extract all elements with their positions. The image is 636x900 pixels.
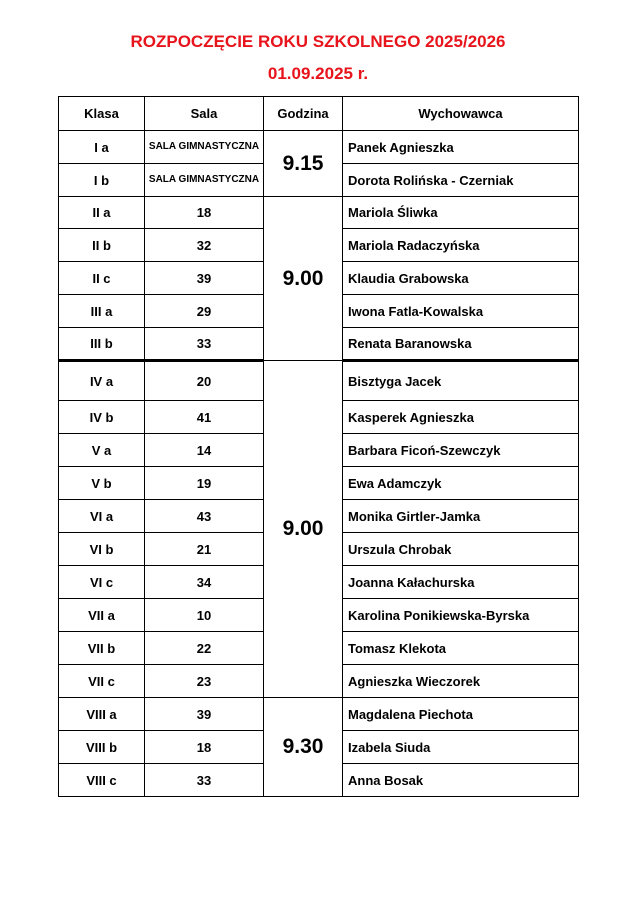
sala-cell: 29 [145,295,264,328]
klasa-cell: VIII c [59,764,145,797]
klasa-cell: II a [59,197,145,229]
wychowawca-cell: Kasperek Agnieszka [343,401,579,434]
table-row [59,197,579,229]
klasa-cell: IV b [59,401,145,434]
sala-cell: 19 [145,467,264,500]
klasa-cell: VIII b [59,731,145,764]
klasa-cell: I a [59,131,145,164]
klasa-cell: VI a [59,500,145,533]
sala-cell: 33 [145,764,264,797]
klasa-cell: VIII a [59,698,145,731]
klasa-cell: V b [59,467,145,500]
wychowawca-cell: Izabela Siuda [343,731,579,764]
klasa-cell: IV a [59,361,145,401]
schedule-table [58,96,579,797]
klasa-cell: VI c [59,566,145,599]
wychowawca-cell: Renata Baranowska [343,328,579,361]
sala-cell: 22 [145,632,264,665]
wychowawca-cell: Barbara Ficoń-Szewczyk [343,434,579,467]
header-sala: Sala [145,97,264,131]
header-wychowawca: Wychowawca [343,97,579,131]
wychowawca-cell: Agnieszka Wieczorek [343,665,579,698]
godzina-cell: 9.00 [264,361,343,698]
sala-cell: 23 [145,665,264,698]
sala-cell: 32 [145,229,264,262]
sala-cell: 39 [145,698,264,731]
sala-cell: 21 [145,533,264,566]
wychowawca-cell: Ewa Adamczyk [343,467,579,500]
wychowawca-cell: Joanna Kałachurska [343,566,579,599]
page-date: 01.09.2025 r. [267,64,369,83]
sala-cell: SALA GIMNASTYCZNA [145,131,264,164]
sala-cell: 39 [145,262,264,295]
page-title: ROZPOCZĘCIE ROKU SZKOLNEGO 2025/2026 [130,32,506,51]
klasa-cell: II b [59,229,145,262]
klasa-cell: V a [59,434,145,467]
klasa-cell: VII c [59,665,145,698]
wychowawca-cell: Iwona Fatla-Kowalska [343,295,579,328]
wychowawca-cell: Mariola Śliwka [343,197,579,229]
table-header-row [59,97,579,131]
klasa-cell: VII b [59,632,145,665]
sala-cell: 18 [145,197,264,229]
sala-cell: SALA GIMNASTYCZNA [145,164,264,197]
wychowawca-cell: Anna Bosak [343,764,579,797]
sala-cell: 34 [145,566,264,599]
wychowawca-cell: Dorota Rolińska - Czerniak [343,164,579,197]
klasa-cell: II c [59,262,145,295]
sala-cell: 41 [145,401,264,434]
sala-cell: 33 [145,328,264,361]
klasa-cell: III a [59,295,145,328]
table-row [59,361,579,401]
wychowawca-cell: Monika Girtler-Jamka [343,500,579,533]
table-row [59,131,579,164]
sala-cell: 14 [145,434,264,467]
sala-cell: 18 [145,731,264,764]
klasa-cell: I b [59,164,145,197]
table-row [59,698,579,731]
sala-cell: 20 [145,361,264,401]
sala-cell: 10 [145,599,264,632]
godzina-cell: 9.30 [264,698,343,797]
wychowawca-cell: Karolina Ponikiewska-Byrska [343,599,579,632]
header-klasa: Klasa [59,97,145,131]
wychowawca-cell: Magdalena Piechota [343,698,579,731]
sala-cell: 43 [145,500,264,533]
header-godzina: Godzina [264,97,343,131]
klasa-cell: III b [59,328,145,361]
wychowawca-cell: Panek Agnieszka [343,131,579,164]
wychowawca-cell: Urszula Chrobak [343,533,579,566]
wychowawca-cell: Klaudia Grabowska [343,262,579,295]
wychowawca-cell: Tomasz Klekota [343,632,579,665]
godzina-cell: 9.00 [264,197,343,361]
klasa-cell: VII a [59,599,145,632]
godzina-cell: 9.15 [264,131,343,197]
wychowawca-cell: Mariola Radaczyńska [343,229,579,262]
wychowawca-cell: Bisztyga Jacek [343,361,579,401]
klasa-cell: VI b [59,533,145,566]
